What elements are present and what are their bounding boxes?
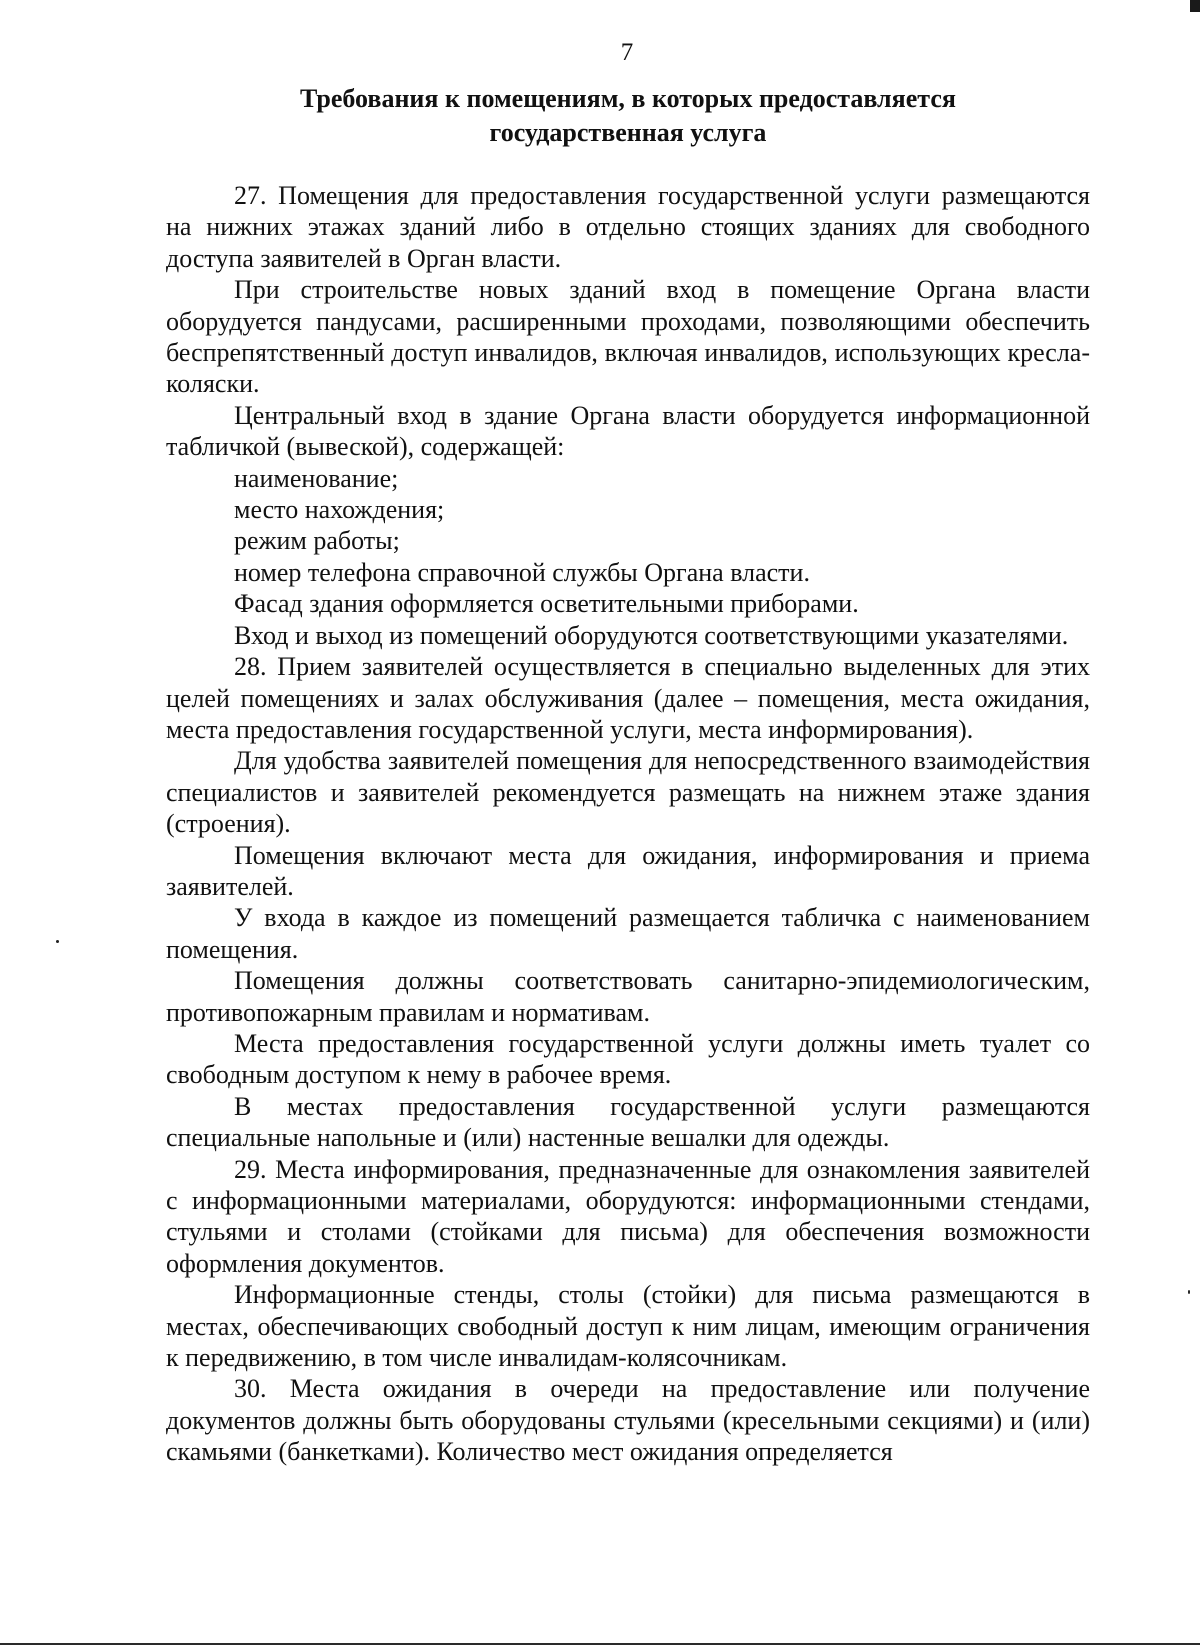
paragraph: У входа в каждое из помещений размещается табличка с наименованием помещения. bbox=[166, 903, 1090, 964]
paragraph: 30. Места ожидания в очереди на предоставление или получение документов должны быть оборудованы стульями (кресельными секциями) и (или) скамьями (банкетками). Количество мест ожидания определяется bbox=[166, 1374, 1090, 1467]
paragraph: Вход и выход из помещений оборудуются соответствующими указателями. bbox=[234, 620, 1069, 650]
list-item: номер телефона справочной службы Органа власти. bbox=[234, 557, 810, 587]
scan-bottom-edge bbox=[0, 1643, 1200, 1645]
paragraph: Помещения должны соответствовать санитарно-эпидемиологическим, противопожарным правилам и нормативам. bbox=[166, 966, 1090, 1027]
section-title bbox=[166, 82, 1090, 150]
paragraph: Информационные стенды, столы (стойки) для письма размещаются в местах, обеспечивающих свободный доступ к ним лицам, имеющим ограничения к передвижению, в том числе инвалидам-колясочникам. bbox=[166, 1280, 1090, 1373]
paragraph: Места предоставления государственной услуги должны иметь туалет со свободным доступом к нему в рабочее время. bbox=[166, 1028, 1090, 1090]
paragraph: Помещения включают места для ожидания, информирования и приема заявителей. bbox=[166, 840, 1090, 901]
section-title-line-1: Требования к помещениям, в которых предоставляется bbox=[300, 84, 956, 113]
paragraph: При строительстве новых зданий вход в помещение Органа власти оборудуется пандусами, расширенными проходами, позволяющими обеспечить беспрепятственный доступ инвалидов, включая инвалидов, использующих кресла-коляски. bbox=[166, 275, 1090, 399]
scan-artifact-dot bbox=[1188, 1290, 1190, 1294]
list-item: место нахождения; bbox=[234, 495, 445, 525]
paragraph: 28. Прием заявителей осуществляется в специально выделенных для этих целей помещениях и залах обслуживания (далее – помещения, места ожидания, места предоставления государственной услуги, места информирования). bbox=[166, 652, 1090, 744]
list-item: наименование; bbox=[234, 463, 399, 493]
paragraph: 29. Места информирования, предназначенные для ознакомления заявителей с информационными материалами, оборудуются: информационными стендами, стульями и столами (стойками для письма) для обеспечения возможности оформления документов. bbox=[166, 1154, 1090, 1278]
paragraph: Центральный вход в здание Органа власти оборудуется информационной табличкой (вывеской), содержащей: bbox=[166, 400, 1090, 462]
list-item: режим работы; bbox=[234, 526, 400, 556]
section-title-line-2: государственная услуга bbox=[489, 118, 767, 147]
paragraph: 27. Помещения для предоставления государственной услуги размещаются на нижних этажах зданий либо в отдельно стоящих зданиях для свободного доступа заявителей в Орган власти. bbox=[166, 181, 1090, 273]
scan-artifact-dot bbox=[56, 940, 59, 943]
document-body bbox=[166, 180, 1090, 1468]
paragraph: Фасад здания оформляется осветительными приборами. bbox=[234, 589, 859, 619]
paragraph: Для удобства заявителей помещения для непосредственного взаимодействия специалистов и заявителей рекомендуется размещать на нижнем этаже здания (строения). bbox=[166, 746, 1090, 839]
scan-artifact-corner bbox=[1190, 0, 1200, 12]
page-number: 7 bbox=[620, 39, 634, 66]
paragraph: В местах предоставления государственной услуги размещаются специальные напольные и (или) настенные вешалки для одежды. bbox=[166, 1091, 1090, 1153]
